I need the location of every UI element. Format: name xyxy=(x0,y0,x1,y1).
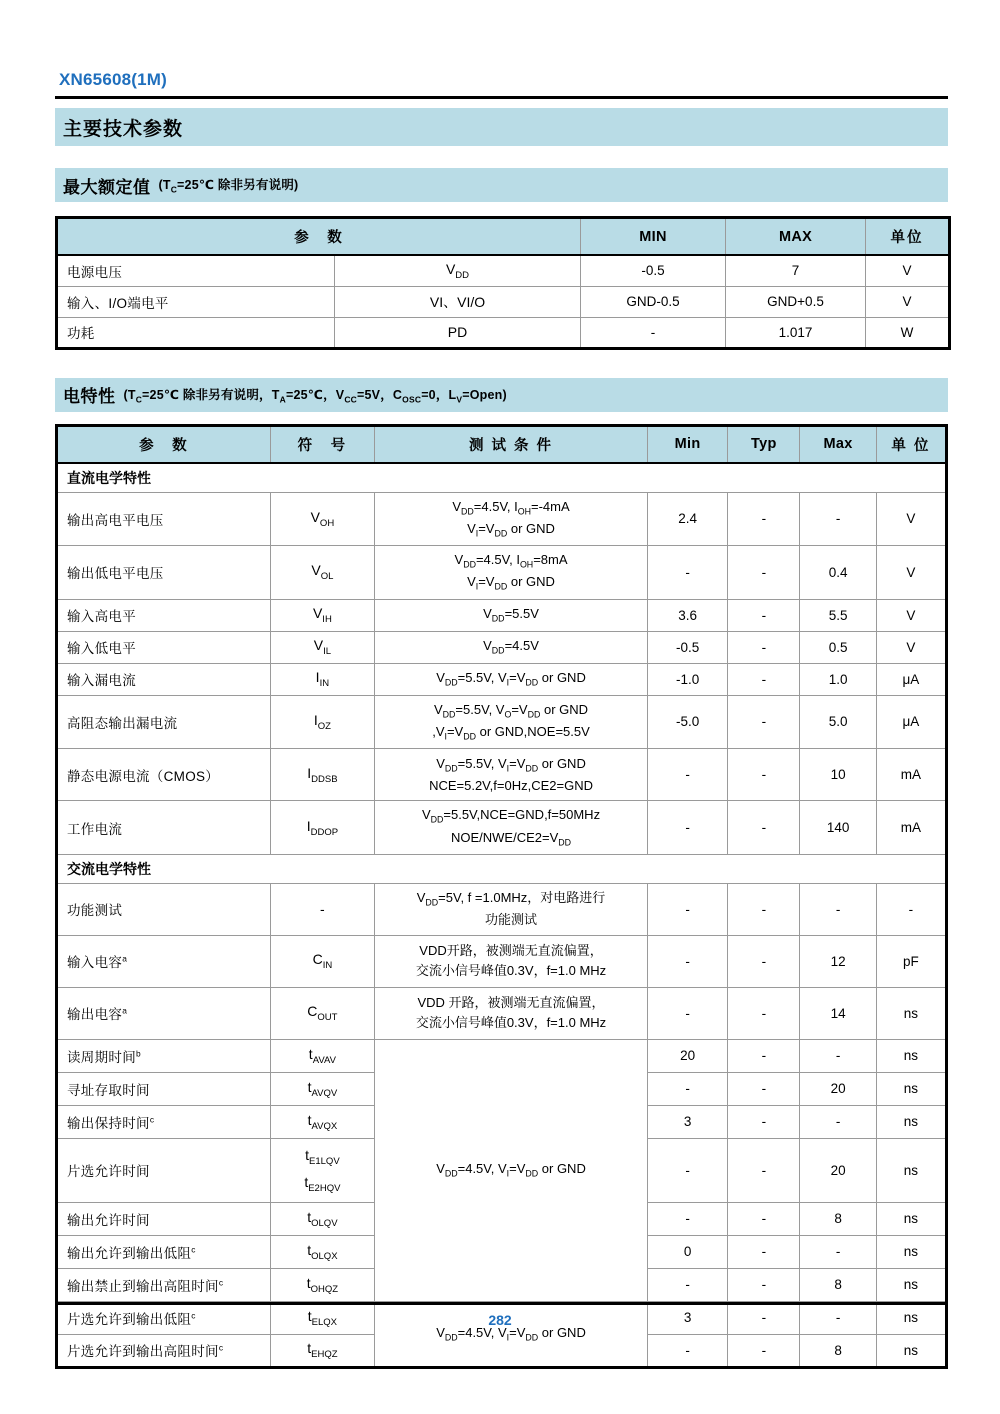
param-min: - xyxy=(647,935,727,987)
param-name: 输入电容$^a$ xyxy=(57,935,271,987)
param-typ: - xyxy=(728,695,800,749)
param-typ: - xyxy=(728,1235,800,1268)
param-typ: - xyxy=(728,1138,800,1202)
param-typ: - xyxy=(728,1334,800,1367)
electrical-header-row xyxy=(57,425,947,463)
electrical-body xyxy=(57,463,947,1368)
param-unit: ns xyxy=(876,1334,946,1367)
param-min: -0.5 xyxy=(581,255,726,286)
page-number: 282 xyxy=(488,1312,512,1328)
param-name: 片选允许到输出高阻时间$^c$ xyxy=(57,1334,271,1367)
param-unit: ns xyxy=(876,1138,946,1202)
param-typ: - xyxy=(728,883,800,935)
param-condition: $V_{DD}=4.5V$, $I_{OH}=-4mA$ $V_I=V_{DD}$ or GND xyxy=(375,492,648,546)
param-name: 功能测试 xyxy=(57,883,271,935)
group-header-row xyxy=(57,854,947,883)
col-header-min: Min xyxy=(647,425,727,463)
param-min: - xyxy=(647,1268,727,1301)
param-condition: $V_{DD}=4.5V$, $I_{OH}=8mA$ $V_I=V_{DD}$ or GND xyxy=(375,546,648,600)
param-symbol: $t_{ELQX}$ xyxy=(270,1301,374,1334)
param-symbol: $t_{EHQZ}$ xyxy=(270,1334,374,1367)
table-row xyxy=(57,749,947,801)
table-row xyxy=(57,1039,947,1072)
param-name: 寻址存取时间 xyxy=(57,1072,271,1105)
param-symbol: $t_{AVQV}$ xyxy=(270,1072,374,1105)
table-row xyxy=(57,663,947,695)
param-unit: V xyxy=(876,631,946,663)
param-name: 输入、I/O端电平 xyxy=(57,286,335,317)
shared-condition: $V_{DD}=4.5V$, $V_I=V_{DD}$ or GND xyxy=(375,1301,648,1367)
param-unit: μA xyxy=(876,663,946,695)
param-symbol: $t_{OLQX}$ xyxy=(270,1235,374,1268)
table-row xyxy=(57,492,947,546)
param-typ: - xyxy=(728,987,800,1039)
param-symbol: $t_{AVAV}$ xyxy=(270,1039,374,1072)
param-name: 输出禁止到输出高阻时间$^c$ xyxy=(57,1268,271,1301)
group-label: 直流电学特性 xyxy=(57,463,947,493)
param-min: - xyxy=(647,883,727,935)
param-typ: - xyxy=(728,546,800,600)
max-ratings-band xyxy=(55,168,948,202)
col-header-param: 参 数 xyxy=(57,218,581,256)
param-min: 20 xyxy=(647,1039,727,1072)
col-header-min: MIN xyxy=(581,218,726,256)
param-symbol: $C_{OUT}$ xyxy=(270,987,374,1039)
param-min: - xyxy=(647,1072,727,1105)
param-max: 20 xyxy=(800,1072,876,1105)
param-name: 输出允许时间 xyxy=(57,1202,271,1235)
param-typ: - xyxy=(728,599,800,631)
param-max: 7 xyxy=(726,255,866,286)
param-min: 3 xyxy=(647,1105,727,1138)
param-name: 输入低电平 xyxy=(57,631,271,663)
param-typ: - xyxy=(728,663,800,695)
param-max: 5.0 xyxy=(800,695,876,749)
param-condition: VDD开路，被测端无直流偏置， 交流小信号峰值0.3V，f=1.0 MHz xyxy=(375,935,648,987)
param-name: 片选允许到输出低阻$^c$ xyxy=(57,1301,271,1334)
param-max: 14 xyxy=(800,987,876,1039)
param-typ: - xyxy=(728,749,800,801)
table-row xyxy=(57,317,950,348)
param-unit: ns xyxy=(876,1072,946,1105)
param-unit: ns xyxy=(876,1202,946,1235)
param-max: - xyxy=(800,1105,876,1138)
param-symbol: $V_{OL}$ xyxy=(270,546,374,600)
param-max: 140 xyxy=(800,801,876,855)
param-unit: V xyxy=(866,255,950,286)
max-ratings-header-row xyxy=(57,218,950,256)
param-unit: mA xyxy=(876,801,946,855)
param-max: 10 xyxy=(800,749,876,801)
col-header-param: 参 数 xyxy=(57,425,271,463)
shared-condition: $V_{DD}=4.5V$, $V_I=V_{DD}$ or GND xyxy=(375,1039,648,1301)
param-unit: ns xyxy=(876,1301,946,1334)
param-max: 1.0 xyxy=(800,663,876,695)
table-row xyxy=(57,935,947,987)
param-min: - xyxy=(581,317,726,348)
param-symbol: $V_{OH}$ xyxy=(270,492,374,546)
param-name: 输入漏电流 xyxy=(57,663,271,695)
param-typ: - xyxy=(728,935,800,987)
param-symbol: $t_{OHQZ}$ xyxy=(270,1268,374,1301)
param-min: -0.5 xyxy=(647,631,727,663)
table-row xyxy=(57,631,947,663)
param-typ: - xyxy=(728,1105,800,1138)
col-header-max: MAX xyxy=(726,218,866,256)
param-max: 0.5 xyxy=(800,631,876,663)
param-typ: - xyxy=(728,1202,800,1235)
table-row xyxy=(57,883,947,935)
param-max: - xyxy=(800,1235,876,1268)
footer-divider xyxy=(55,1302,948,1305)
param-unit: V xyxy=(876,599,946,631)
param-symbol: $V_{DD}$ xyxy=(335,255,581,286)
param-symbol: $I_{DDOP}$ xyxy=(270,801,374,855)
param-condition: $V_{DD}=5.5V,NCE=GND,f=50MHz$ NOE/$NWE/CE2=V_{DD}$ xyxy=(375,801,648,855)
param-min: -5.0 xyxy=(647,695,727,749)
param-name: 读周期时间$^b$ xyxy=(57,1039,271,1072)
param-typ: - xyxy=(728,631,800,663)
param-name: 输出允许到输出低阻$^c$ xyxy=(57,1235,271,1268)
param-min: -1.0 xyxy=(647,663,727,695)
param-condition: $V_{DD}=5V$, f =1.0MHz，对电路进行 功能测试 xyxy=(375,883,648,935)
col-header-symbol: 符 号 xyxy=(270,425,374,463)
param-unit: ns xyxy=(876,1039,946,1072)
param-symbol: VI、VI/O xyxy=(335,286,581,317)
electrical-band xyxy=(55,378,948,412)
electrical-title: 电特性 xyxy=(63,387,116,406)
param-unit: ns xyxy=(876,987,946,1039)
param-min: - xyxy=(647,987,727,1039)
param-name: 片选允许时间 xyxy=(57,1138,271,1202)
col-header-condition: 测 试 条 件 xyxy=(375,425,648,463)
table-row xyxy=(57,255,950,286)
group-label: 交流电学特性 xyxy=(57,854,947,883)
param-max: - xyxy=(800,1039,876,1072)
col-header-unit: 单 位 xyxy=(876,425,946,463)
param-min: 2.4 xyxy=(647,492,727,546)
page-content xyxy=(55,70,948,1369)
param-min: GND-0.5 xyxy=(581,286,726,317)
param-typ: - xyxy=(728,801,800,855)
param-symbol: $V_{IL}$ xyxy=(270,631,374,663)
param-condition: $V_{DD}=5.5V$, $V_I=V_{DD}$ or GND xyxy=(375,663,648,695)
param-max: - xyxy=(800,883,876,935)
table-row xyxy=(57,286,950,317)
param-min: - xyxy=(647,546,727,600)
param-symbol: $t_{E1LQV}$ $t_{E2HQV}$ xyxy=(270,1138,374,1202)
max-ratings-table xyxy=(55,216,951,350)
param-name: 输出保持时间$^c$ xyxy=(57,1105,271,1138)
param-min: 3.6 xyxy=(647,599,727,631)
param-typ: - xyxy=(728,1268,800,1301)
param-min: - xyxy=(647,1334,727,1367)
param-max: 12 xyxy=(800,935,876,987)
param-condition: $V_{DD}=4.5V$ xyxy=(375,631,648,663)
param-name: 静态电源电流（CMOS） xyxy=(57,749,271,801)
page-title: XN65608(1M) xyxy=(59,70,168,89)
param-unit: μA xyxy=(876,695,946,749)
param-condition: $V_{DD}=5.5V$, $V_I=V_{DD}$ or GND NCE=5.2V,f=0Hz,CE2=GND xyxy=(375,749,648,801)
param-name: 功耗 xyxy=(57,317,335,348)
param-name: 工作电流 xyxy=(57,801,271,855)
param-max: GND+0.5 xyxy=(726,286,866,317)
param-unit: mA xyxy=(876,749,946,801)
param-unit: ns xyxy=(876,1268,946,1301)
param-name: 电源电压 xyxy=(57,255,335,286)
param-name: 输出电容$^a$ xyxy=(57,987,271,1039)
param-typ: - xyxy=(728,1039,800,1072)
param-max: 8 xyxy=(800,1268,876,1301)
main-section-band xyxy=(55,108,948,146)
param-unit: V xyxy=(876,492,946,546)
param-symbol: $I_{OZ}$ xyxy=(270,695,374,749)
param-min: - xyxy=(647,801,727,855)
electrical-condition: ($T_C=25℃$ 除非另有说明，$T_A=25℃$，$V_{CC}=5V$，$C_{OSC}=0$，$L_V=Open$) xyxy=(123,387,507,405)
param-condition: $V_{DD}=5.5V$ xyxy=(375,599,648,631)
param-max: - xyxy=(800,492,876,546)
param-max: 0.4 xyxy=(800,546,876,600)
param-symbol: - xyxy=(270,883,374,935)
max-ratings-condition: ($T_C=25℃$ 除非另有说明) xyxy=(158,178,299,195)
param-symbol: $V_{IH}$ xyxy=(270,599,374,631)
param-min: - xyxy=(647,1138,727,1202)
param-unit: V xyxy=(876,546,946,600)
col-header-typ: Typ xyxy=(728,425,800,463)
title-divider xyxy=(55,96,948,99)
param-name: 输入高电平 xyxy=(57,599,271,631)
param-max: 20 xyxy=(800,1138,876,1202)
table-row xyxy=(57,987,947,1039)
max-ratings-body xyxy=(57,255,950,348)
param-unit: W xyxy=(866,317,950,348)
param-min: - xyxy=(647,1202,727,1235)
param-unit: pF xyxy=(876,935,946,987)
param-condition: VDD 开路，被测端无直流偏置， 交流小信号峰值0.3V，f=1.0 MHz xyxy=(375,987,648,1039)
col-header-unit: 单位 xyxy=(866,218,950,256)
param-max: 8 xyxy=(800,1202,876,1235)
param-unit: ns xyxy=(876,1105,946,1138)
table-row xyxy=(57,801,947,855)
param-max: - xyxy=(800,1301,876,1334)
param-min: - xyxy=(647,749,727,801)
table-row xyxy=(57,599,947,631)
table-row xyxy=(57,695,947,749)
param-min: 0 xyxy=(647,1235,727,1268)
col-header-max: Max xyxy=(800,425,876,463)
param-symbol: $C_{IN}$ xyxy=(270,935,374,987)
param-typ: - xyxy=(728,1301,800,1334)
param-name: 输出低电平电压 xyxy=(57,546,271,600)
param-unit: - xyxy=(876,883,946,935)
table-row xyxy=(57,546,947,600)
param-symbol: $t_{OLQV}$ xyxy=(270,1202,374,1235)
param-unit: ns xyxy=(876,1235,946,1268)
param-symbol: $t_{AVQX}$ xyxy=(270,1105,374,1138)
param-max: 1.017 xyxy=(726,317,866,348)
electrical-characteristics-table xyxy=(55,424,948,1369)
param-max: 8 xyxy=(800,1334,876,1367)
param-typ: - xyxy=(728,1072,800,1105)
main-section-label: 主要技术参数 xyxy=(63,118,184,140)
param-condition: $V_{DD}=5.5V$, $V_O=V_{DD}$ or GND $,V_I=V_{DD}$ or GND,NOE=5.5V xyxy=(375,695,648,749)
param-symbol: $I_{DDSB}$ xyxy=(270,749,374,801)
group-header-row xyxy=(57,463,947,493)
param-symbol: $I_{IN}$ xyxy=(270,663,374,695)
param-max: 5.5 xyxy=(800,599,876,631)
param-typ: - xyxy=(728,492,800,546)
param-name: 高阻态输出漏电流 xyxy=(57,695,271,749)
param-unit: V xyxy=(866,286,950,317)
param-symbol: PD xyxy=(335,317,581,348)
param-min: 3 xyxy=(647,1301,727,1334)
param-name: 输出高电平电压 xyxy=(57,492,271,546)
max-ratings-title: 最大额定值 xyxy=(63,177,151,197)
